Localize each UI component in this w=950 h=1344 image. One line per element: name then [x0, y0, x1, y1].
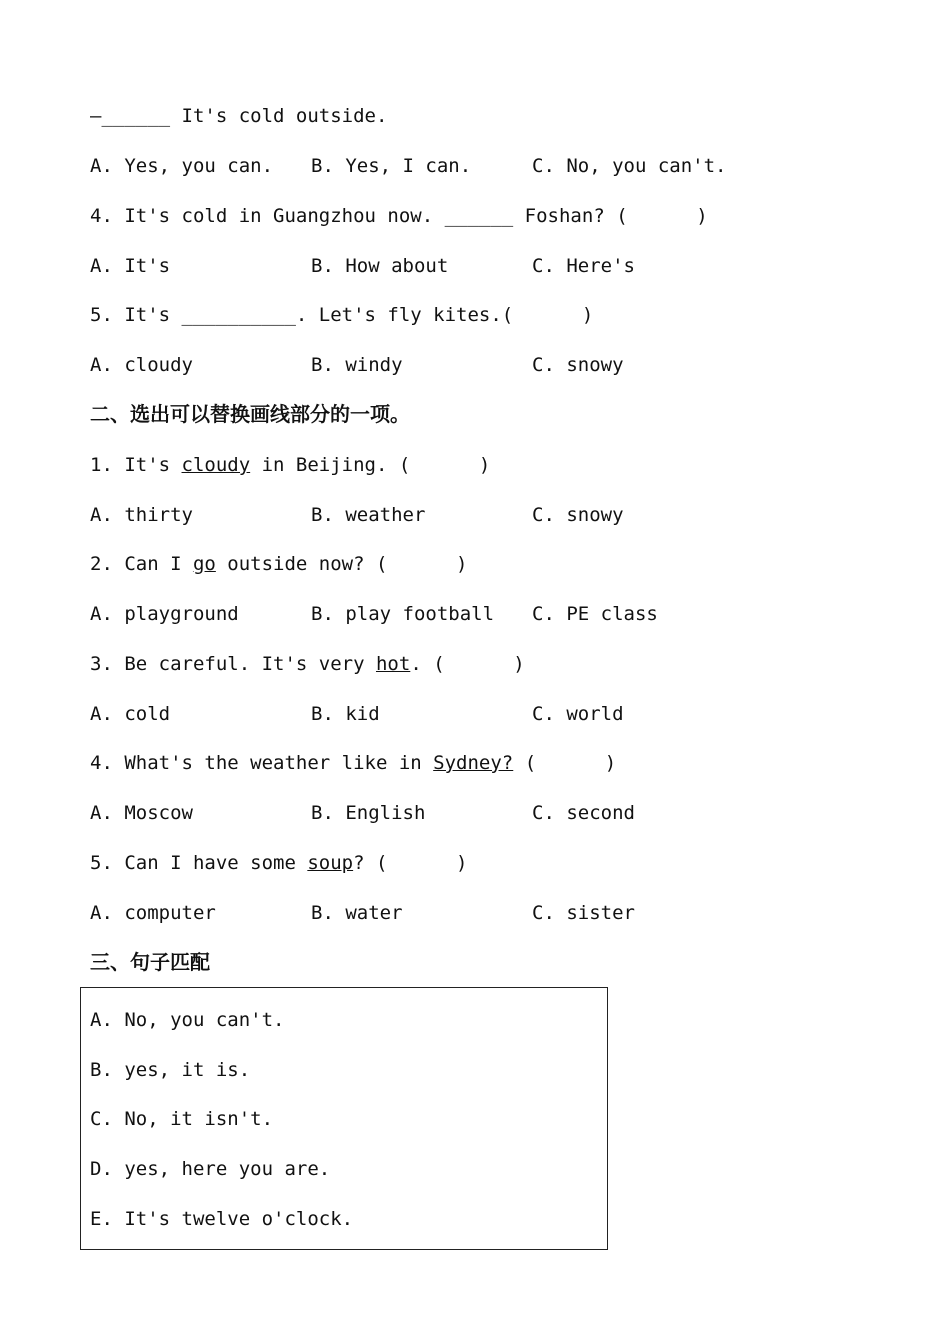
- s2-question-4: [90, 751, 616, 775]
- s2-q2-option-c: C. PE class: [532, 603, 658, 625]
- s2-question-1: [90, 453, 490, 477]
- answer-b: B. yes, it is.: [90, 1059, 251, 1081]
- s2-q2-post: outside now? ( ): [215, 553, 468, 575]
- section-2-heading: 二、选出可以替换画线部分的一项。: [90, 402, 410, 426]
- answer-d: D. yes, here you are.: [90, 1158, 331, 1180]
- question-3-prompt: —______ It's cold outside.: [90, 105, 388, 127]
- q3-option-a: A. Yes, you can.: [90, 155, 274, 177]
- answer-e: E. It's twelve o'clock.: [90, 1208, 354, 1230]
- q5-option-c: C. snowy: [532, 354, 624, 376]
- s2-q5-pre: 5. Can I have some: [90, 852, 308, 874]
- s2-q5-option-b: B. water: [311, 902, 403, 924]
- s2-q2-option-b: B. play football: [311, 603, 495, 625]
- s2-q3-option-b: B. kid: [311, 703, 380, 725]
- s2-q4-pre: 4. What's the weather like in: [90, 752, 434, 774]
- s2-q5-option-c: C. sister: [532, 902, 635, 924]
- s2-q1-post: in Beijing. ( ): [250, 454, 491, 476]
- question-5-prompt: 5. It's __________. Let's fly kites.( ): [90, 304, 594, 326]
- s2-question-3: [90, 652, 525, 676]
- question-4-prompt: 4. It's cold in Guangzhou now. ______ Foshan? ( ): [90, 205, 708, 227]
- q4-option-c: C. Here's: [532, 255, 635, 277]
- s2-q4-option-a: A. Moscow: [90, 802, 193, 824]
- s2-q1-option-c: C. snowy: [532, 504, 624, 526]
- s2-q3-underlined: hot: [375, 653, 411, 675]
- q5-option-b: B. windy: [311, 354, 403, 376]
- s2-question-2: [90, 552, 468, 576]
- q4-option-a: A. It's: [90, 255, 171, 277]
- s2-q3-option-a: A. cold: [90, 703, 171, 725]
- s2-q4-underlined: Sydney?: [433, 752, 514, 774]
- s2-q3-post: . ( ): [410, 653, 525, 675]
- s2-q2-option-a: A. playground: [90, 603, 239, 625]
- s2-q1-option-a: A. thirty: [90, 504, 193, 526]
- s2-q2-underlined: go: [192, 553, 216, 575]
- s2-q5-post: ? ( ): [353, 852, 468, 874]
- s2-q1-option-b: B. weather: [311, 504, 426, 526]
- q3-option-c: C. No, you can't.: [532, 155, 727, 177]
- q3-option-b: B. Yes, I can.: [311, 155, 472, 177]
- s2-q3-option-c: C. world: [532, 703, 624, 725]
- s2-q4-option-c: C. second: [532, 802, 635, 824]
- s2-q1-pre: 1. It's: [90, 454, 182, 476]
- s2-q1-underlined: cloudy: [181, 454, 251, 476]
- s2-q4-post: ( ): [513, 752, 617, 774]
- answer-box: [80, 987, 608, 1250]
- s2-q5-underlined: soup: [307, 852, 354, 874]
- s2-q5-option-a: A. computer: [90, 902, 216, 924]
- q5-option-a: A. cloudy: [90, 354, 193, 376]
- s2-q3-pre: 3. Be careful. It's very: [90, 653, 376, 675]
- answer-c: C. No, it isn't.: [90, 1108, 274, 1130]
- s2-question-5: [90, 851, 468, 875]
- answer-a: A. No, you can't.: [90, 1009, 285, 1031]
- q4-option-b: B. How about: [311, 255, 449, 277]
- section-3-heading: 三、句子匹配: [90, 950, 210, 974]
- s2-q2-pre: 2. Can I: [90, 553, 193, 575]
- s2-q4-option-b: B. English: [311, 802, 426, 824]
